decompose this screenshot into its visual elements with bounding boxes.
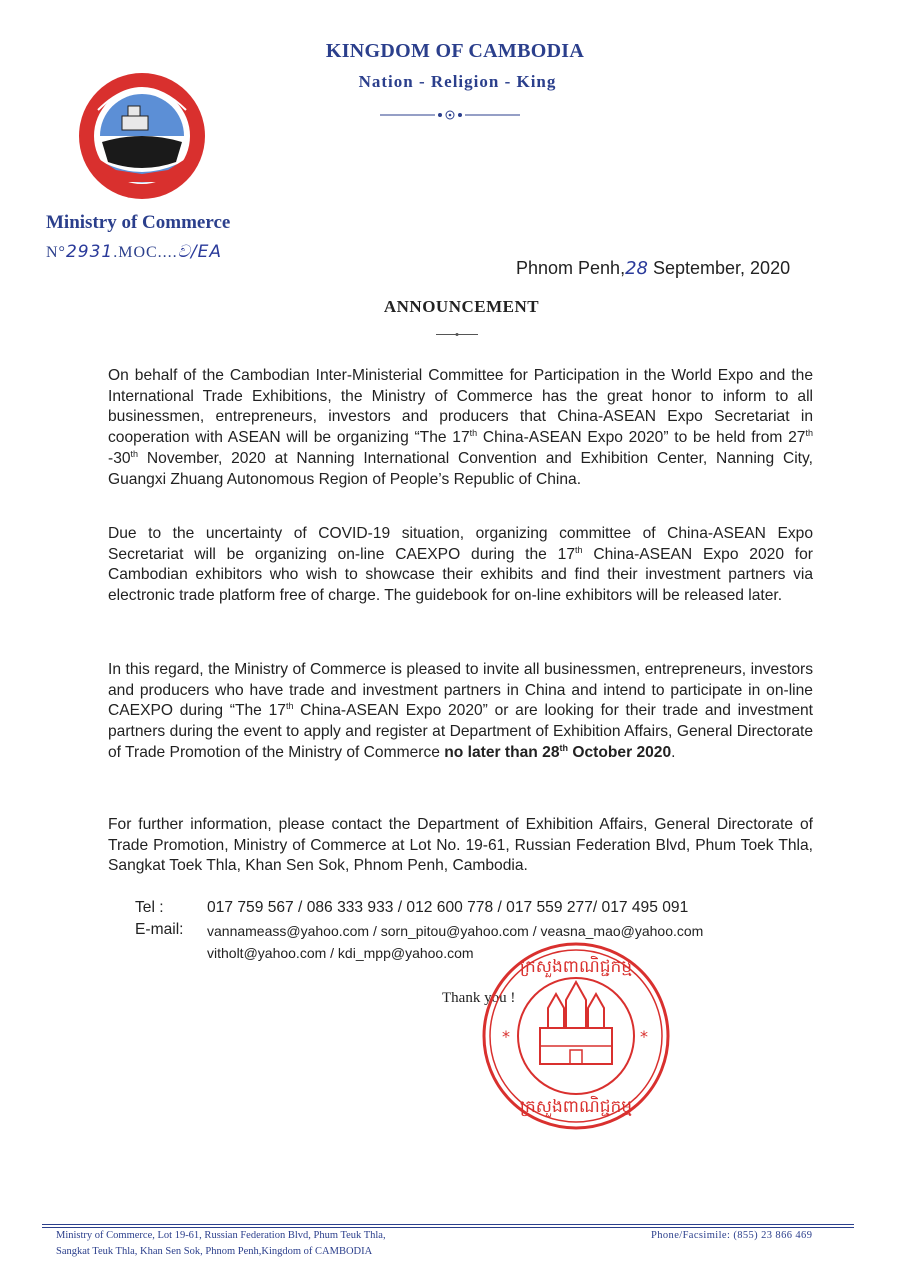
footer-rule-thin bbox=[42, 1227, 854, 1228]
deadline-text: no later than 28th October 2020 bbox=[444, 742, 672, 761]
announcement-title: ANNOUNCEMENT bbox=[383, 297, 540, 316]
stamp-top-text: ក្រសួងពាណិជ្ជកម្ម bbox=[519, 957, 633, 977]
footer-address-line-2: Sangkat Teuk Thla, Khan Sen Sok, Phnom Penh,Kingdom of CAMBODIA bbox=[56, 1246, 373, 1257]
official-stamp-seal bbox=[478, 938, 674, 1134]
closing-thanks: Thank you ! bbox=[442, 990, 516, 1006]
footer-phone: Phone/Facsimile: (855) 23 866 469 bbox=[651, 1230, 813, 1241]
ref-handwritten-suffix: ව/EA bbox=[177, 242, 222, 262]
email-addresses-line-1[interactable]: vannameass@yahoo.com / sorn_pitou@yahoo.com / veasna_mao@yahoo.com bbox=[207, 923, 704, 939]
ministry-name: Ministry of Commerce bbox=[46, 212, 231, 233]
national-motto: Nation - Religion - King bbox=[358, 72, 557, 91]
ref-middle: .MOC.... bbox=[113, 244, 178, 261]
ref-prefix: N° bbox=[46, 244, 66, 261]
date-city: Phnom Penh, bbox=[516, 258, 626, 278]
date-day-handwritten: 28 bbox=[625, 258, 648, 279]
email-label: E-mail: bbox=[135, 921, 184, 938]
date-month-year: September, 2020 bbox=[647, 258, 791, 278]
date-line bbox=[516, 258, 790, 279]
ornament-divider-icon bbox=[380, 108, 520, 122]
svg-text:*: * bbox=[640, 1027, 648, 1046]
title-underline-icon bbox=[436, 333, 478, 336]
ref-handwritten-number: 2931 bbox=[65, 242, 114, 262]
paragraph-1: On behalf of the Cambodian Inter-Ministerial Committee for Participation in the World Expo and the International Trade Exhibitions, the Ministry of Commerce has the great honor to inform to all businessmen, entrepreneurs, investors and producers that China-ASEAN Expo Secretariat in cooperation with ASEAN will be organizing “The 17th China-ASEAN Expo 2020” to be held from 27th -30th November, 2020 at Nanning International Convention and Exhibition Center, Nanning City, Guangxi Zhuang Autonomous Region of People’s Republic of China. bbox=[108, 367, 813, 488]
footer-address-line-1: Ministry of Commerce, Lot 19-61, Russian Federation Blvd, Phum Teuk Thla, bbox=[56, 1230, 386, 1241]
reference-number bbox=[46, 242, 222, 262]
paragraph-3: In this regard, the Ministry of Commerce is pleased to invite all businessmen, entrepreneurs, investors and producers who have trade and investment partners in China and intend to participate in on-line CAEXPO during “The 17th China-ASEAN Expo 2020” or are looking for their trade and investment partners during the event to apply and register at Department of Exhibition Affairs, General Directorate of Trade Promotion of the Ministry of Commerce no later than 28th October 2020. bbox=[108, 661, 813, 761]
email-addresses-line-2[interactable]: vitholt@yahoo.com / kdi_mpp@yahoo.com bbox=[207, 945, 474, 961]
ministry-logo bbox=[76, 70, 208, 202]
paragraph-2: Due to the uncertainty of COVID-19 situation, organizing committee of China-ASEAN Expo Secretariat will be organizing on-line CAEXPO during the 17th China-ASEAN Expo 2020 for Cambodian exhibitors who wish to showcase their exhibits and find their investment partners via electronic trade platform free of charge. The guidebook for on-line exhibitors will be released later. bbox=[108, 525, 813, 605]
tel-label: Tel : bbox=[135, 899, 164, 916]
stamp-bottom-text: ក្រសួងពាណិជ្ជកម្ម bbox=[519, 1097, 633, 1117]
tel-numbers: 017 759 567 / 086 333 933 / 012 600 778 / 017 559 277/ 017 495 091 bbox=[207, 899, 689, 916]
footer-rule bbox=[42, 1224, 854, 1225]
paragraph-4: For further information, please contact the Department of Exhibition Affairs, General Directorate of Trade Promotion, Ministry of Commerce at Lot No. 19-61, Russian Federation Blvd, Phum Toek Thla, Sangkat Toek Thla, Khan Sen Sok, Phnom Penh, Cambodia. bbox=[108, 816, 813, 875]
kingdom-heading: KINGDOM OF CAMBODIA bbox=[325, 40, 585, 62]
svg-text:*: * bbox=[502, 1027, 510, 1046]
